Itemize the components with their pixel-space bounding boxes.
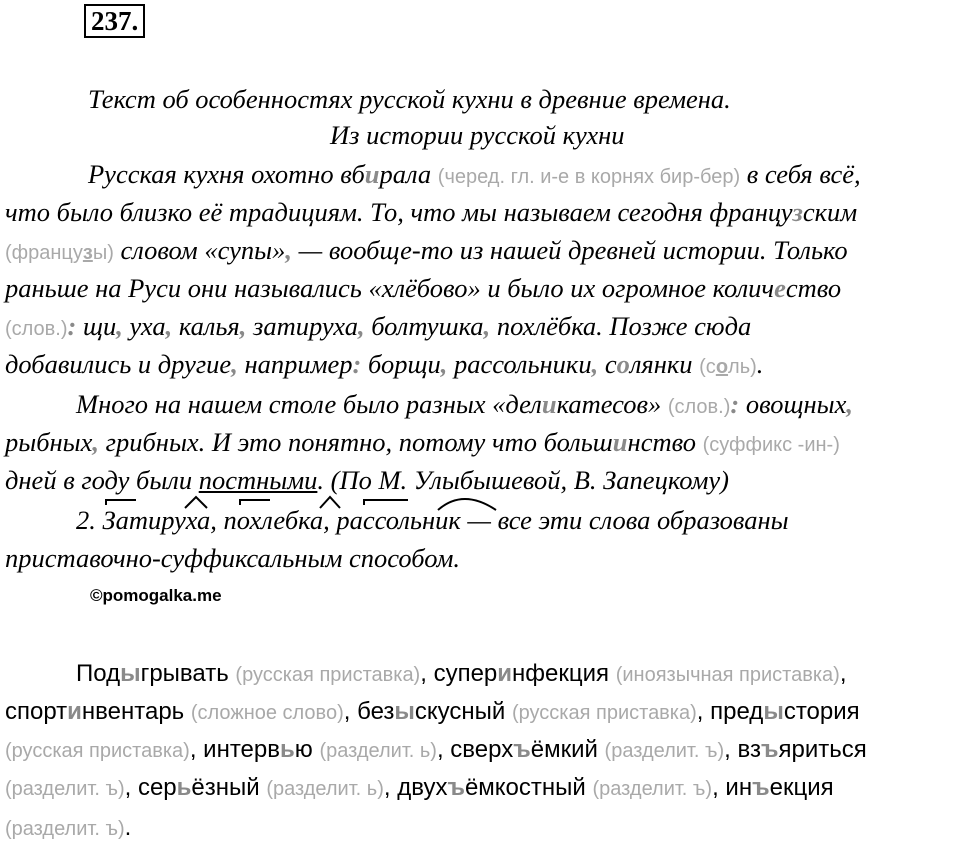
text: , пред: [696, 698, 764, 725]
text: екция: [769, 774, 834, 801]
text: Русская кухня охотно вб: [88, 159, 365, 189]
note: (иноязычная приставка): [615, 664, 840, 686]
text: раньше на Руси они назывались «хлёбово» и было их огромное колич: [5, 273, 775, 303]
note: (соль): [699, 356, 757, 378]
note: (русская приставка): [5, 740, 190, 762]
text: , двух: [383, 774, 448, 801]
p1-line-5: (слов.): щи, уха, калья, затируха, болтушка, похлёбка. Позже сюда: [5, 311, 752, 341]
text: нфекция: [512, 660, 616, 687]
note: (слов.): [5, 318, 68, 340]
highlight-letter: ъ: [513, 736, 531, 763]
highlight-letter: ъ: [760, 736, 779, 763]
text: рала: [379, 159, 438, 189]
text: стория: [783, 698, 860, 725]
text: в себя всё,: [740, 159, 861, 189]
highlight-letter: и: [497, 660, 513, 687]
p4-line-5: [5, 813, 131, 844]
text: , интерв: [189, 736, 280, 763]
note: (разделит. ь): [266, 778, 384, 800]
note: (русская приставка): [235, 664, 421, 686]
note: (разделит. ъ): [604, 740, 725, 762]
p4-line-1: [76, 659, 847, 690]
highlight-letter: ь: [280, 736, 295, 763]
text: — вообще-то из нашей древней истории. Только: [292, 235, 848, 265]
text: нвентарь: [81, 698, 191, 725]
note: (суффикс -ин-): [702, 434, 840, 456]
text: ,: [839, 660, 847, 687]
highlight-letter: и: [364, 159, 380, 189]
text: , ин: [712, 774, 753, 801]
text: , супер: [420, 660, 498, 687]
p3-line-2: приставочно-суффиксальным способом.: [5, 543, 461, 573]
note: (французы): [5, 242, 114, 264]
punct: ,: [285, 235, 292, 265]
watermark: ©pomogalka.me: [90, 586, 222, 605]
note: (черед. гл. и-е в корнях бир-бер): [437, 166, 741, 188]
exercise-number: 237.: [84, 4, 145, 38]
text: ёмкостный: [464, 774, 593, 801]
note: (сложное слово): [190, 702, 344, 724]
text: что было близко её традициям. То, что мы называем сегодня францу: [5, 197, 793, 227]
note: (разделит. ь): [319, 740, 437, 762]
text: спорт: [5, 698, 68, 725]
text-title: Текст об особенностях русской кухни в древние времена.: [88, 84, 731, 114]
text: ёмкий: [530, 736, 605, 763]
text: ским: [802, 197, 858, 227]
text: скусный: [414, 698, 512, 725]
text: Под: [76, 660, 121, 687]
highlight-letter: ь: [176, 774, 192, 801]
text-subtitle: Из истории русской кухни: [330, 120, 625, 150]
text: ство: [785, 273, 842, 303]
text: , без: [343, 698, 395, 725]
p1-line-2: [5, 197, 857, 227]
p3-line-1: 2. Затируха, похлебка, рассольник — все эти слова образованы: [76, 505, 789, 535]
p1-line-4: [5, 273, 841, 303]
text: яриться: [778, 736, 867, 763]
p2-line-3: дней в году были постными. (По М. Улыбышевой, В. Запецкому): [5, 465, 729, 495]
p2-line-2: рыбных, грибных. И это понятно, потому что большинство (суффикс -ин-): [5, 427, 840, 457]
note: (разделит. ъ): [5, 778, 125, 800]
highlight-letter: ы: [120, 660, 141, 687]
p4-line-3: [5, 735, 867, 766]
highlight-letter: ы: [394, 698, 415, 725]
note: (разделит. ъ): [592, 778, 713, 800]
text: , сверх: [436, 736, 514, 763]
p4-line-2: [5, 697, 860, 728]
p1-line-6: добавились и другие, например: борщи, рассольники, солянки (соль).: [5, 349, 764, 379]
highlight-letter: ы: [763, 698, 784, 725]
note: (слов.): [667, 396, 731, 418]
text: ёзный: [191, 774, 267, 801]
p4-line-4: [5, 773, 834, 804]
highlight-letter: ъ: [447, 774, 465, 801]
p2-line-1: Много на нашем столе было разных «деликатесов» (слов.): овощных,: [76, 389, 853, 419]
text: .: [124, 814, 132, 841]
highlight-letter: и: [67, 698, 82, 725]
note: (русская приставка): [511, 702, 697, 724]
highlight-letter: е: [774, 273, 786, 303]
text: , сер: [124, 774, 177, 801]
text: , вз: [724, 736, 761, 763]
p1-line-3: [5, 235, 848, 268]
p1-line-1: [88, 159, 861, 192]
highlight-letter: з: [792, 197, 803, 227]
text: ю: [294, 736, 320, 763]
note: (разделит. ъ): [5, 818, 125, 840]
text: словом «супы»: [113, 235, 286, 265]
highlight-letter: ъ: [752, 774, 770, 801]
text: грывать: [140, 660, 236, 687]
